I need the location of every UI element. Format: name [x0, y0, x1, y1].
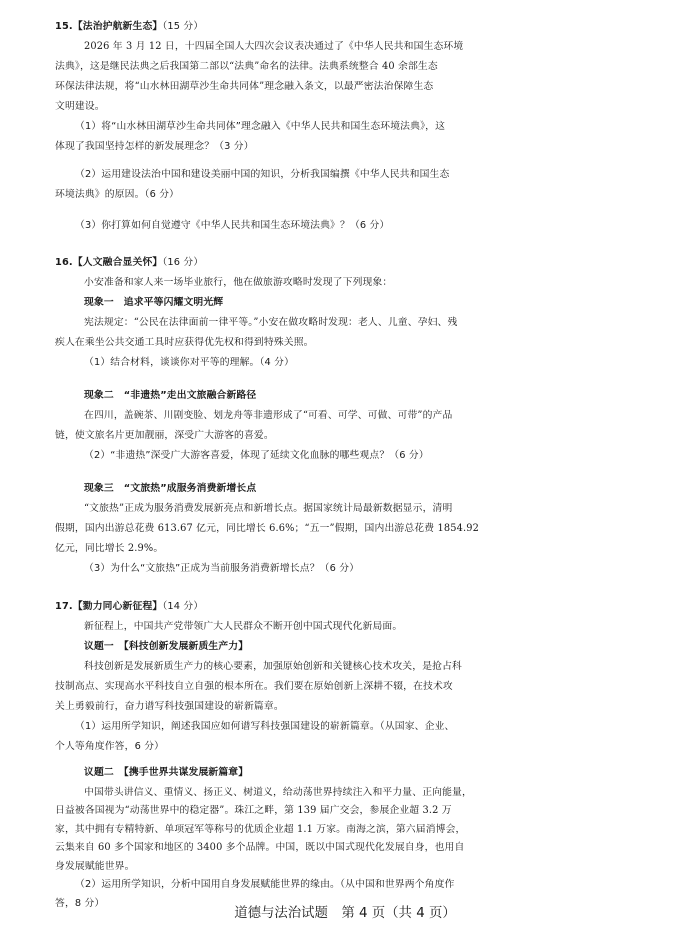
q15-header: [0, 17, 690, 37]
q17-topic-2-text: 日益被各国视为“动荡世界中的稳定器”。珠江之畔，第 139 届广交会，参展企业超 3.2 万: [55, 805, 452, 816]
question-number: 16.: [55, 257, 73, 268]
question-points: （16 分）: [162, 257, 204, 268]
q16-subquestion-3: （3）为什么“文旅热”正成为当前服务消费新增长点？（6 分）: [84, 563, 360, 574]
q15-material-line: 2026 年 3 月 12 日，十四届全国人大四次会议表决通过了《中华人民共和国生态环境: [84, 41, 464, 52]
q16-phenomenon-2-title: 现象二 “非遗热”走出文旅融合新路径: [84, 390, 257, 401]
question-title: 【人文融合显关怀】: [72, 257, 163, 268]
q15-material-line: 环保法律法规，将“山水林田湖草沙生命共同体”理念融入条文，以最严密法治保障生态: [55, 81, 434, 92]
question-number: 17.: [55, 601, 73, 612]
q17-topic-1-text: 关上勇毅前行，奋力谱写科技强国建设的崭新篇章。: [55, 701, 284, 712]
q17-topic-1-text: 技制高点、实现高水平科技自立自强的根本所在。我们要在原始创新上深耕不辍，在技术攻: [55, 681, 453, 692]
q16-subquestion-1: （1）结合材料，谈谈你对平等的理解。（4 分）: [84, 357, 295, 368]
page-footer: 道德与法治试题 第 4 页（共 4 页）: [234, 906, 456, 921]
q17-topic-1-text: 科技创新是发展新质生产力的核心要素，加强原始创新和关键核心技术攻关，是抢占科: [84, 661, 462, 672]
q17-topic-2-text: 身发展赋能世界。: [55, 860, 135, 872]
question-title: 【勠力同心新征程】: [72, 601, 163, 612]
q17-subquestion-1-cont: 个人等角度作答，6 分）: [55, 741, 165, 752]
q16-phenomenon-3-text: 假期，国内出游总花费 613.67 亿元，同比增长 6.6%；“五一”假期，国内出游总花费 1854.92: [55, 523, 480, 534]
question-number: 15.: [55, 21, 73, 32]
question-title: 【法治护航新生态】: [72, 21, 163, 32]
q17-topic-2-title: 议题二 【携手世界共谋发展新篇章】: [84, 767, 249, 778]
q16-header: [0, 253, 690, 273]
q17-subquestion-1: （1）运用所学知识，阐述我国应如何谱写科技强国建设的崭新篇章。（从国家、企业、: [75, 721, 455, 732]
q15-subquestion-1-cont: 体现了我国坚持怎样的新发展理念？（3 分）: [55, 141, 254, 152]
q16-phenomenon-1-title: 现象一 追求平等闪耀文明光辉: [84, 297, 224, 308]
q16-intro: 小安准备和家人来一场毕业旅行，他在做旅游攻略时发现了下列现象：: [84, 277, 393, 288]
q16-phenomenon-1-text: 宪法规定：“公民在法律面前一律平等。”小安在做攻略时发现：老人、儿童、孕妇、残: [84, 317, 458, 328]
q17-subquestion-2: （2）运用所学知识，分析中国用自身发展赋能世界的缘由。（从中国和世界两个角度作: [75, 879, 455, 890]
q15-material-line: 法典》，这是继民法典之后我国第二部以“法典”命名的法律。法典系统整合 40 余部生态: [55, 61, 438, 72]
q16-phenomenon-3-text: 亿元，同比增长 2.9%。: [55, 543, 164, 554]
q15-subquestion-1: （1）将“山水林田湖草沙生命共同体”理念融入《中华人民共和国生态环境法典》，这: [75, 121, 446, 132]
q17-topic-2-text: 家，其中拥有专精特新、单项冠军等称号的优质企业超 1.1 万家。南海之滨，第六届消博会，: [55, 823, 466, 835]
question-points: （14 分）: [162, 601, 204, 612]
q16-phenomenon-3-title: 现象三 “文旅热”成服务消费新增长点: [84, 483, 257, 494]
q15-subquestion-3: （3）你打算如何自觉遵守《中华人民共和国生态环境法典》？（6 分）: [75, 220, 390, 231]
q16-phenomenon-2-text: 在四川，盖碗茶、川剧变脸、划龙舟等非遗形成了“可看、可学、可做、可带”的产品: [84, 410, 453, 421]
q17-topic-2-text: 云集来自 60 多个国家和地区的 3400 多个品牌。中国，既以中国式现代化发展自身，也用自: [55, 842, 465, 853]
q17-topic-2-text: 中国带头讲信义、重情义、扬正义、树道义，给动荡世界持续注入和平力量、正向能量，: [84, 786, 472, 798]
question-points: （15 分）: [162, 21, 204, 32]
q15-subquestion-2: （2）运用建设法治中国和建设美丽中国的知识，分析我国编撰《中华人民共和国生态: [75, 169, 450, 180]
q17-header: [0, 597, 690, 617]
q16-phenomenon-3-text: “文旅热”正成为服务消费发展新亮点和新增长点。据国家统计局最新数据显示，清明: [84, 503, 453, 514]
q15-subquestion-2-cont: 环境法典》的原因。（6 分）: [55, 189, 180, 200]
q17-subquestion-2-cont: 答，8 分）: [55, 897, 105, 909]
q17-topic-1-title: 议题一 【科技创新发展新质生产力】: [84, 641, 249, 652]
q16-phenomenon-2-text: 链，使文旅名片更加靓丽，深受广大游客的喜爱。: [55, 430, 274, 441]
q16-phenomenon-1-text: 疾人在乘坐公共交通工具时应获得优先权和得到特殊关照。: [55, 337, 314, 348]
q17-intro: 新征程上，中国共产党带领广大人民群众不断开创中国式现代化新局面。: [84, 621, 403, 632]
q16-subquestion-2: （2）“非遗热”深受广大游客喜爱，体现了延续文化血脉的哪些观点？（6 分）: [84, 450, 429, 461]
q15-material-line: 文明建设。: [55, 101, 105, 112]
